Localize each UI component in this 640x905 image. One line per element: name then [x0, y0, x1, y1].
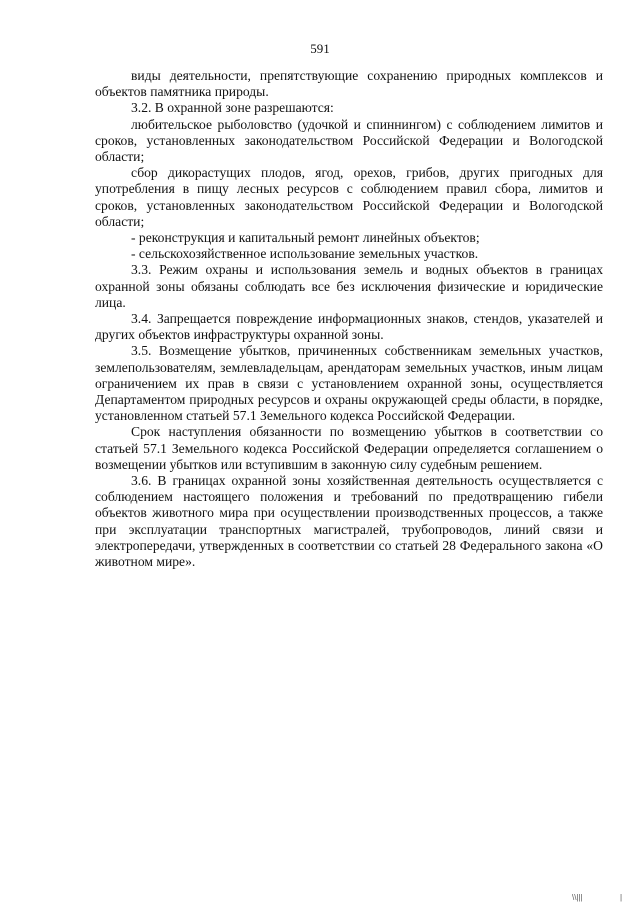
paragraph-fishing: любительское рыболовство (удочкой и спиннингом) с соблюдением лимитов и сроков, установленных законодательством Российской Федерации и Вологодской области; [95, 116, 603, 165]
paragraph-wild-harvest: сбор дикорастущих плодов, ягод, орехов, грибов, других пригодных для употребления в пищу лесных ресурсов с соблюдением правил сбора, лимитов и сроков, установленных законодательством Российской Федерации и Вологодской области; [95, 165, 603, 229]
paragraph-3-5: 3.5. Возмещение убытков, причиненных собственникам земельных участков, землепользователям, землевладельцам, арендаторам земельных участков, иным лицам ограничением их прав в связи с установлением охранной зоны, осуществляется Департаментом природных ресурсов и охраны окружающей среды области, в порядке, установленном статьей 57.1 Земельного кодекса Российской Федерации. [95, 343, 603, 424]
paragraph-agriculture: - сельскохозяйственное использование земельных участков. [131, 246, 479, 262]
paragraph-3-3: 3.3. Режим охраны и использования земель и водных объектов в границах охранной зоны обязаны соблюдать все без исключения физические и юридические лица. [95, 262, 603, 310]
paragraph-3-6: 3.6. В границах охранной зоны хозяйственная деятельность осуществляется с соблюдением настоящего положения и требований по предотвращению гибели объектов животного мира при осуществлении производственных процессов, а также при эксплуатации транспортных магистралей, трубопроводов, линий связи и электропередачи, утвержденных в соответствии со статьей 28 Федерального закона «О животном мире». [95, 473, 603, 570]
paragraph-3-2-heading: 3.2. В охранной зоне разрешаются: [131, 100, 334, 116]
paragraph-compensation-term: Срок наступления обязанности по возмещению убытков в соответствии со статьей 57.1 Земельного кодекса Российской Федерации определяется соглашением о возмещении убытков или вступившим в законную силу судебным решением. [95, 424, 603, 472]
paragraph-prohibited-activities-end: виды деятельности, препятствующие сохранению природных комплексов и объектов памятника природы. [95, 68, 603, 100]
page-number: 591 [310, 41, 330, 56]
footer-scan-mark: \\||| [572, 893, 583, 902]
paragraph-reconstruction: - реконструкция и капитальный ремонт линейных объектов; [131, 230, 480, 246]
document-body [95, 68, 603, 570]
paragraph-3-4: 3.4. Запрещается повреждение информационных знаков, стендов, указателей и других объектов инфраструктуры охранной зоны. [95, 311, 603, 343]
footer-edge-mark: | [620, 893, 623, 902]
